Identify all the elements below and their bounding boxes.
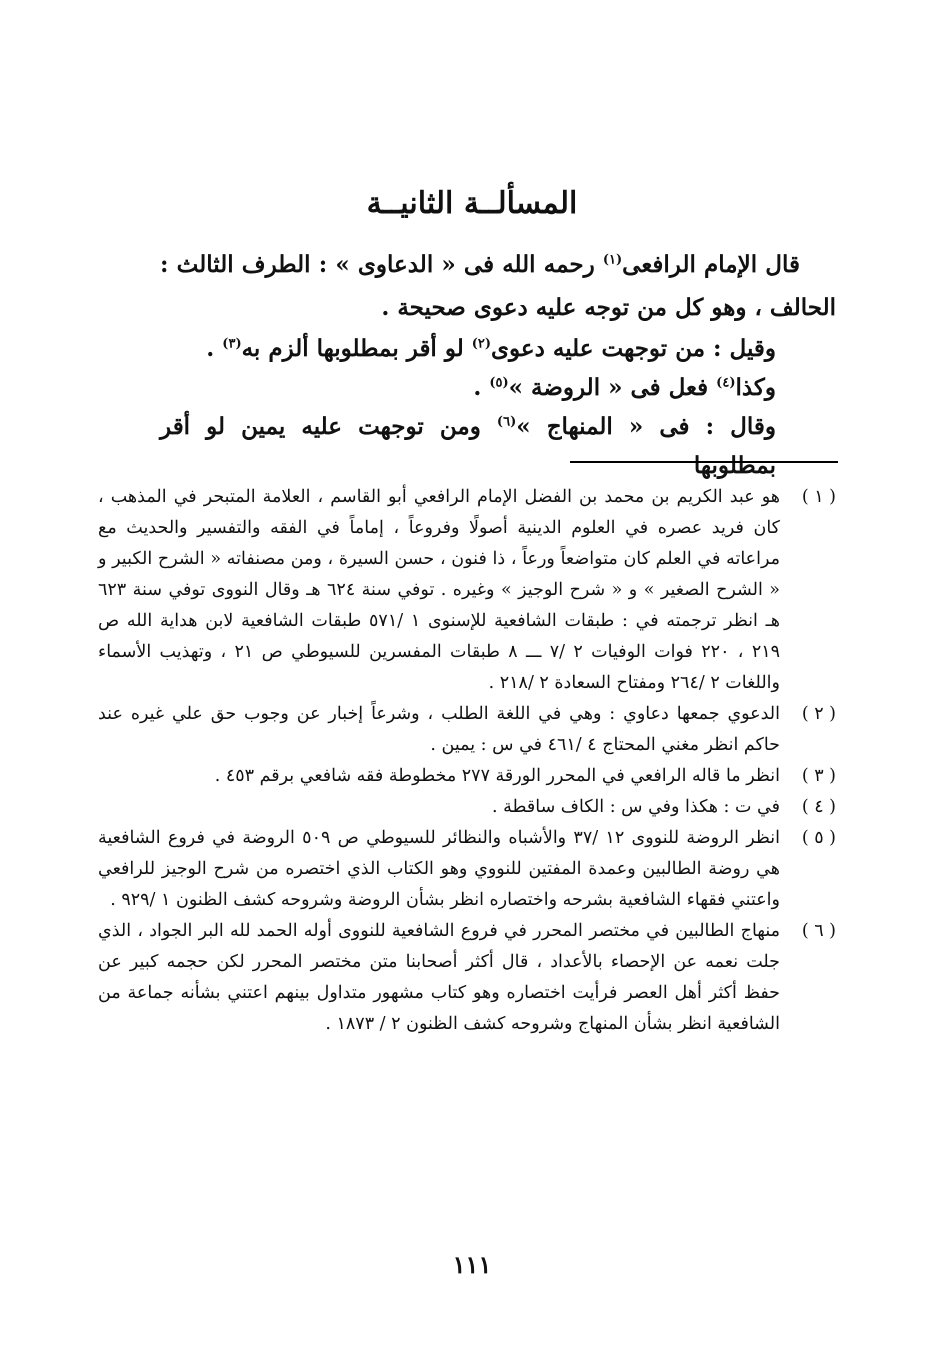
section-heading: المسألــة الثانيــة — [366, 186, 578, 221]
footnote-text: هو عبد الكريم بن محمد بن الفضل الإمام الرافعي أبو القاسم ، العلامة المتبحر في المذهب ، كان فريد عصره في العلوم الدينية أصولًا وفروعاً ، إماماً في الفقه والتفسير والحديث مع مراعاته في العلم كان متواضعاً ورعاً ، ذا فنون ، حسن السيرة ، ومن مصنفاته « الشرح الكبير و « الشرح الصغير » و « شرح الوجيز » وغيره . توفي سنة ٦٢٤ هـ وقال النووى توفي سنة ٦٢٣ هـ انظر ترجمته في : طبقات الشافعية للإسنوى ١ /٥٧١ طبقات الشافعية لابن هداية الله ص ٢١٩ ، ٢٢٠ فوات الوفيات ٢ /٧ ـــ ٨ طبقات المفسرين للسيوطي ص ٢١ ، وتهذيب الأسماء واللغات ٢ /٢٦٤ ومفتاح السعادة ٢ /٢١٨ . — [98, 487, 781, 693]
paragraph-1 — [160, 243, 836, 329]
footnote-number: ( ٥ ) — [801, 828, 836, 848]
footnote-ref: (٤) — [716, 375, 736, 391]
paragraph-text: . — [473, 374, 490, 401]
footnote-number: ( ٦ ) — [801, 921, 836, 941]
paragraph-text: ومن توجهت عليه يمين لو أقر بمطلوبها — [160, 413, 776, 479]
footnote-1 — [98, 482, 836, 699]
footnote-4 — [98, 792, 836, 823]
footnote-6 — [98, 916, 836, 1040]
paragraph-text: فعل فى « الروضة » — [508, 374, 717, 401]
footnote-ref: (٢) — [471, 336, 492, 352]
footnote-ref: (٣) — [222, 336, 242, 352]
paragraph-text: وقيل : من توجهت عليه دعوى — [491, 335, 776, 362]
footnote-text: في ت : هكذا وفي س : الكاف ساقطة . — [492, 797, 780, 817]
paragraph-2 — [160, 329, 836, 368]
main-text — [160, 243, 836, 485]
footnote-ref: (٦) — [496, 414, 517, 430]
footnotes — [98, 482, 836, 1040]
footnote-ref: (١) — [602, 252, 623, 268]
paragraph-4 — [160, 407, 836, 485]
paragraph-text: وكذا — [735, 374, 776, 401]
paragraph-text: . — [206, 335, 223, 362]
footnote-ref: (٥) — [489, 375, 509, 391]
footnote-number: ( ٢ ) — [801, 704, 836, 724]
paragraph-text: قال الإمام الرافعى — [622, 251, 801, 278]
footnote-text: منهاج الطالبين في مختصر المحرر في فروع الشافعية للنووى أوله الحمد لله البر الجواد ، الذي جلت نعمه عن الإحصاء بالأعداد ، قال أكثر أصحابنا متن مختصر المحرر لكن حجمه كبير عن حفظ أكثر أهل العصر فرأيت اختصاره وهو كتاب مشهور متداول بينهم اعتني بشأنه جماعة من الشافعية انظر بشأن المنهاج وشروحه كشف الظنون ٢ / ١٨٧٣ . — [98, 921, 780, 1034]
paragraph-text: رحمه الله فى « الدعاوى » : الطرف الثالث : الحالف ، وهو كل من توجه عليه دعوى صحيحة . — [160, 251, 836, 321]
footnote-2 — [98, 699, 836, 761]
footnote-text: انظر ما قاله الرافعي في المحرر الورقة ٢٧٧ مخطوطة فقه شافعي برقم ٤٥٣ . — [214, 766, 780, 786]
footnote-number: ( ١ ) — [801, 487, 836, 507]
page-number: ١١١ — [452, 1250, 492, 1279]
footnote-3 — [98, 761, 836, 792]
footnote-text: الدعوي جمعها دعاوي : وهي في اللغة الطلب ، وشرعاً إخبار عن وجوب حق علي غيره عند حاكم انظر مغني المحتاج ٤ /٤٦١ في س : يمين . — [98, 704, 780, 755]
paragraph-3 — [160, 368, 836, 407]
footnote-text: انظر الروضة للنووى ١٢ /٣٧ والأشباه والنظائر للسيوطي ص ٥٠٩ الروضة في فروع الشافعية هي روضة الطالبين وعمدة المفتين للنووي وهو الكتاب الذي اختصره من شرح الوجيز للرافعي واعتني فقهاء الشافعية بشرحه واختصاره انظر بشأن الروضة وشروحه كشف الظنون ١ /٩٢٩ . — [98, 828, 780, 910]
footnote-number: ( ٤ ) — [801, 797, 836, 817]
footnote-number: ( ٣ ) — [801, 766, 836, 786]
paragraph-text: لو أقر بمطلوبها ألزم به — [241, 335, 472, 362]
paragraph-text: وقال : فى « المنهاج » — [516, 413, 777, 440]
footnote-5 — [98, 823, 836, 916]
footnote-separator — [570, 461, 838, 463]
